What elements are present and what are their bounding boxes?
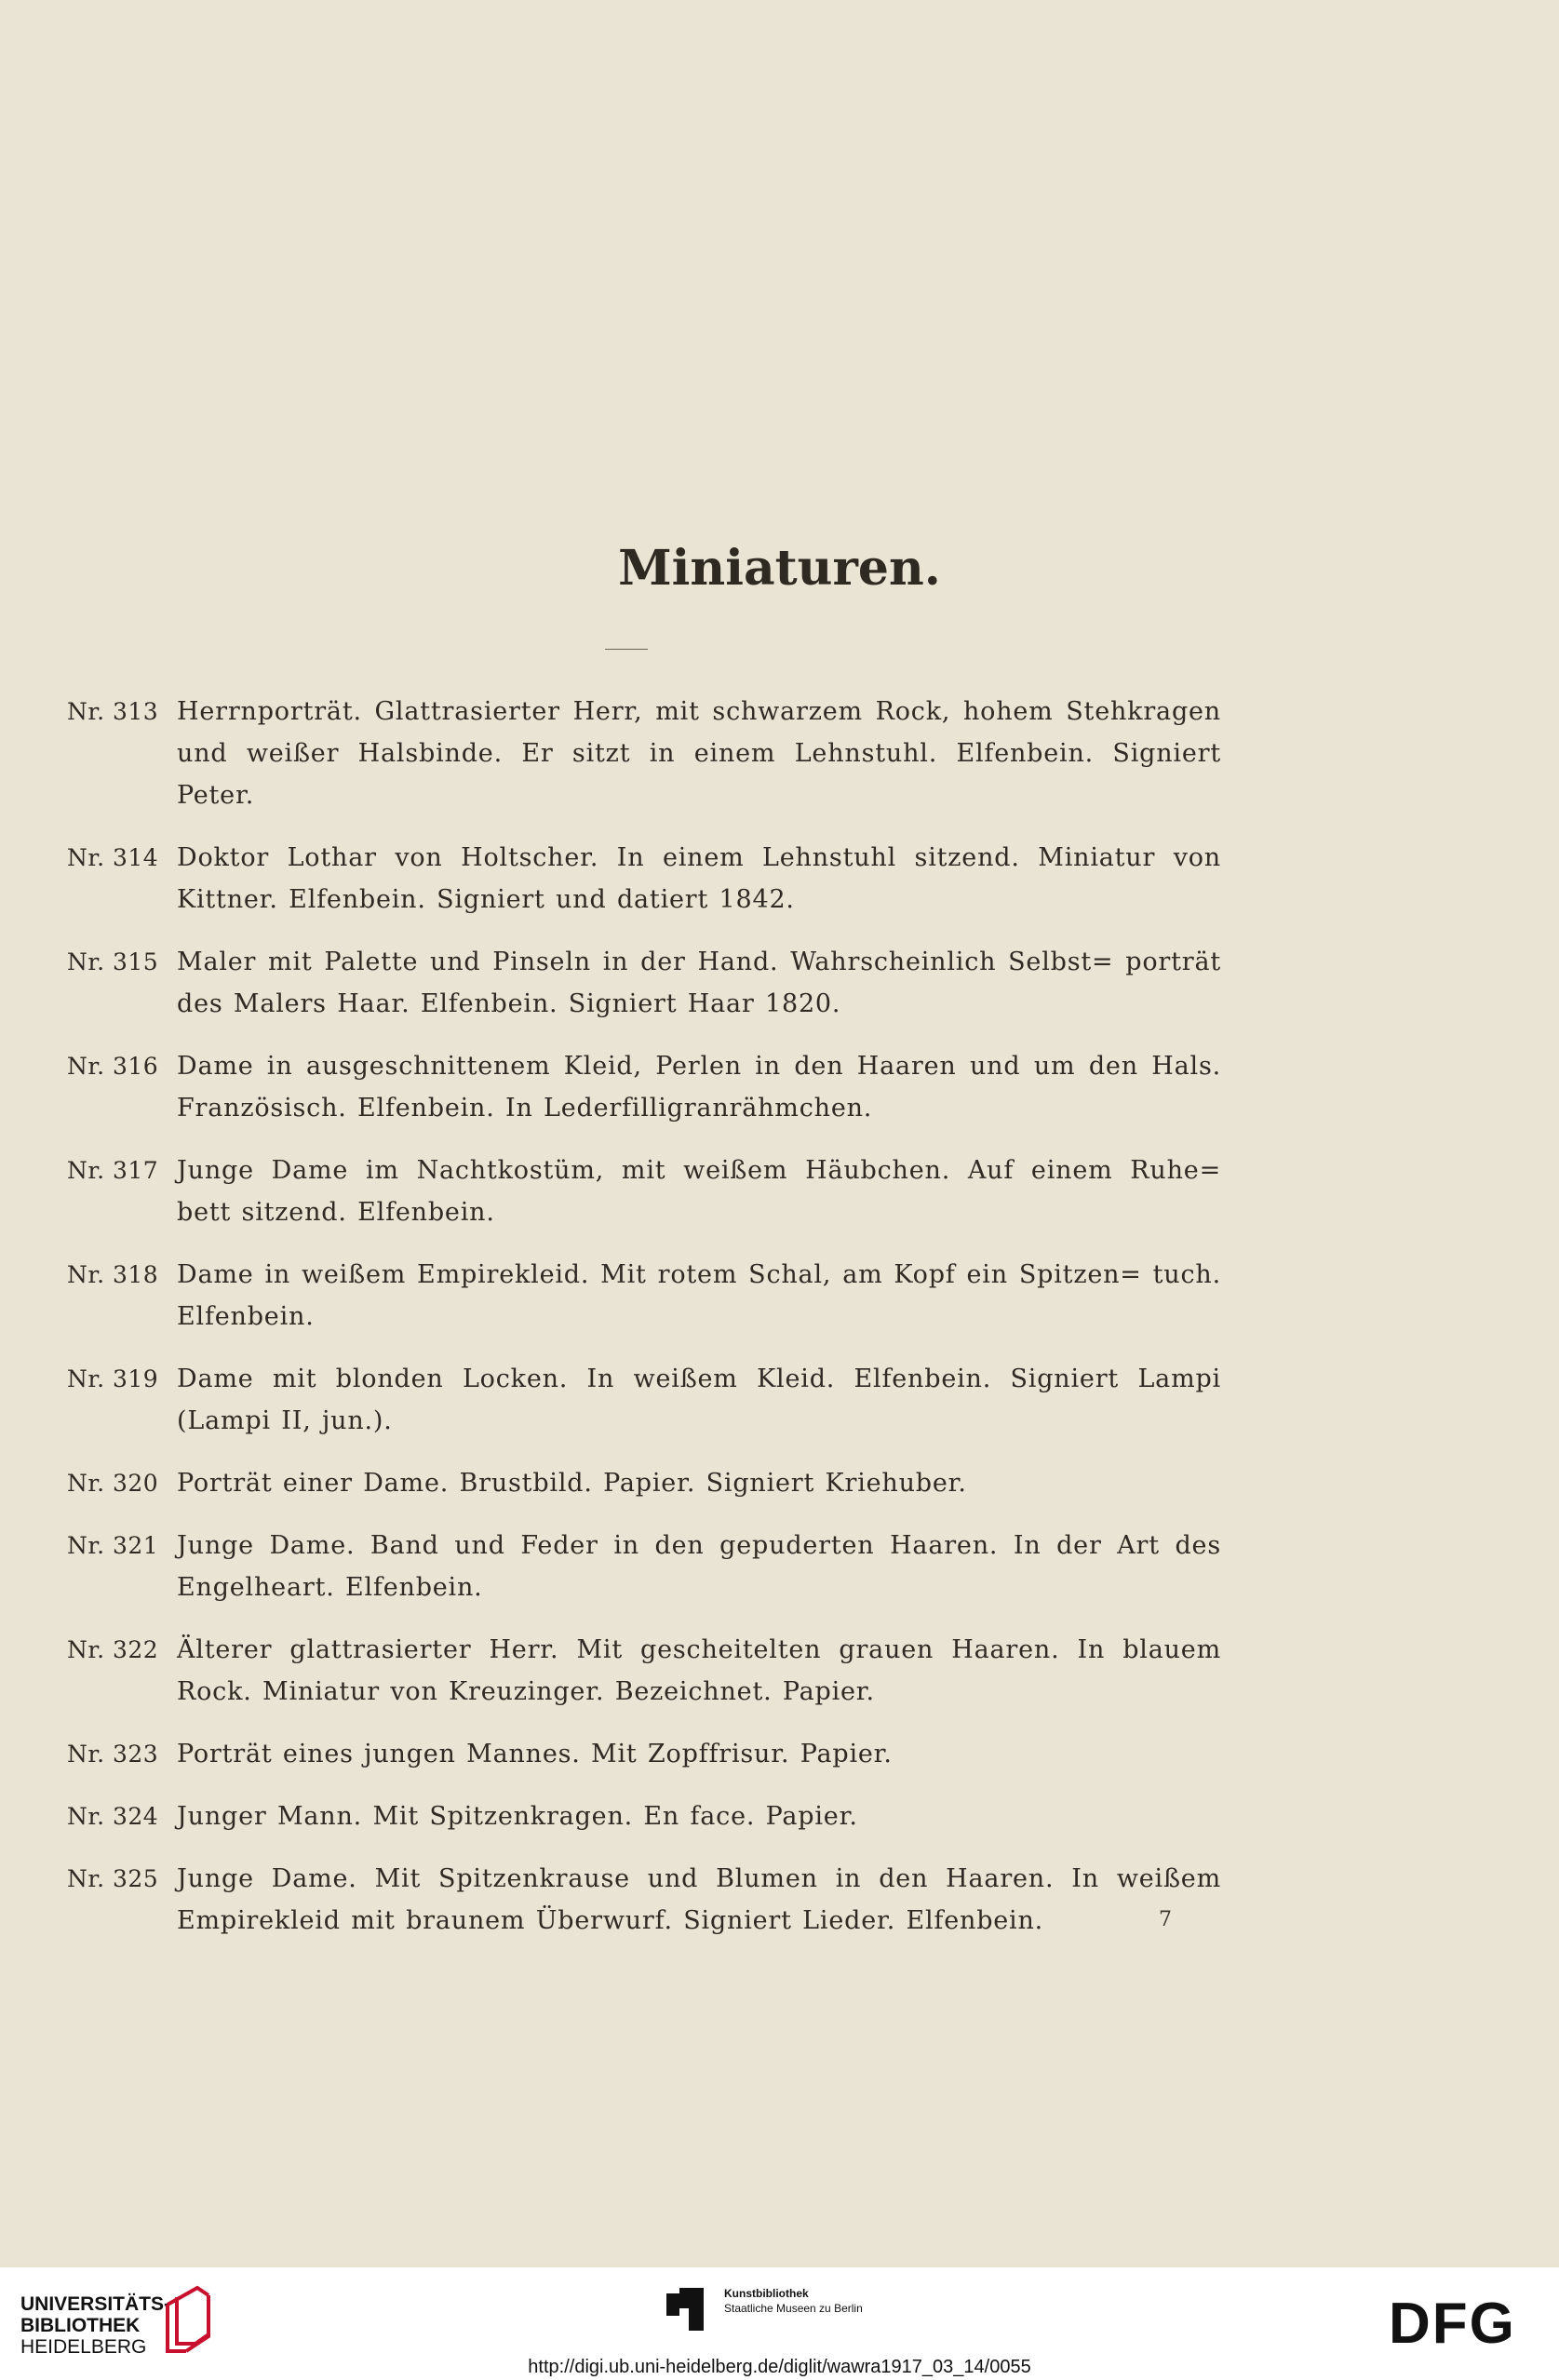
entry-text: Junger Mann. Mit Spitzenkragen. En face. Papier. [177,1802,858,1831]
entry-number: Nr. 315 [67,948,159,975]
permalink-url[interactable]: http://digi.ub.uni-heidelberg.de/diglit/wawra1917_03_14/0055 [528,2357,1031,2377]
entry-text: Älterer glattrasierter Herr. Mit gescheitelten grauen Haaren. In blauem Rock. Miniatur von Kreuzinger. Bezeichnet. Papier. [177,1635,1221,1706]
kunstbibliothek-text [724,2286,863,2316]
kb-name: Kunstbibliothek [724,2287,809,2300]
ub-emblem-icon [160,2284,216,2359]
list-item [67,1858,1221,1942]
entry-number: Nr. 323 [67,1741,159,1768]
entry-number: Nr. 319 [67,1365,159,1392]
entry-list [67,691,1221,1962]
entry-number: Nr. 320 [67,1470,159,1497]
list-item [67,1150,1221,1233]
dfg-logo[interactable]: DFG [1389,2292,1516,2356]
entry-text: Porträt einer Dame. Brustbild. Papier. Signiert Kriehuber. [177,1469,967,1498]
list-item [67,1462,1221,1504]
list-item [67,941,1221,1025]
entry-number: Nr. 318 [67,1261,159,1288]
title-divider [605,649,648,650]
logo-line: UNIVERSITÄTS- [20,2293,171,2315]
list-item [67,1525,1221,1608]
ub-heidelberg-logo[interactable] [20,2293,170,2358]
entry-number: Nr. 325 [67,1865,159,1892]
list-item [67,1795,1221,1837]
entry-text: Porträt eines jungen Mannes. Mit Zopffrisur. Papier. [177,1740,893,1768]
show-through-text [56,223,1219,335]
entry-text: Junge Dame. Mit Spitzenkrause und Blumen in den Haaren. In weißem Empirekleid mit braunem Überwurf. Signiert Lieder. Elfenbein. [177,1864,1221,1935]
list-item [67,837,1221,921]
entry-text: Junge Dame im Nachtkostüm, mit weißem Häubchen. Auf einem Ruhe= bett sitzend. Elfenbein. [177,1156,1221,1227]
logo-line: BIBLIOTHEK [20,2315,141,2336]
entry-number: Nr. 314 [67,844,159,871]
list-item [67,1629,1221,1713]
entry-number: Nr. 321 [67,1532,159,1559]
entry-number: Nr. 313 [67,698,159,725]
list-item [67,1733,1221,1775]
entry-text: Dame mit blonden Locken. In weißem Kleid. Elfenbein. Signiert Lampi (Lampi II, jun.). [177,1365,1221,1435]
list-item [67,1358,1221,1442]
list-item [67,1045,1221,1129]
page-number: 7 [1159,1908,1172,1931]
entry-number: Nr. 316 [67,1053,159,1080]
entry-text: Doktor Lothar von Holtscher. In einem Lehnstuhl sitzend. Miniatur von Kittner. Elfenbein. Signiert und datiert 1842. [177,843,1221,914]
list-item [67,1254,1221,1338]
entry-number: Nr. 317 [67,1157,159,1184]
entry-text: Dame in ausgeschnittenem Kleid, Perlen in den Haaren und um den Hals. Französisch. Elfenbein. In Lederfilligranrähmchen. [177,1052,1221,1123]
footer-bar [0,2267,1559,2380]
entry-number: Nr. 324 [67,1803,159,1830]
kunstbibliothek-logo-icon[interactable] [665,2286,711,2333]
entry-text: Junge Dame. Band und Feder in den gepuderten Haaren. In der Art des Engelheart. Elfenbein. [177,1531,1221,1602]
entry-text: Maler mit Palette und Pinseln in der Hand. Wahrscheinlich Selbst= porträt des Malers Haar. Elfenbein. Signiert Haar 1820. [177,948,1221,1018]
page-title: Miniaturen. [618,540,941,597]
entry-text: Herrnporträt. Glattrasierter Herr, mit schwarzem Rock, hohem Stehkragen und weißer Halsbinde. Er sitzt in einem Lehnstuhl. Elfenbein. Signiert Peter. [177,697,1221,810]
list-item [67,691,1221,816]
entry-text: Dame in weißem Empirekleid. Mit rotem Schal, am Kopf ein Spitzen= tuch. Elfenbein. [177,1260,1221,1331]
kb-subtitle: Staatliche Museen zu Berlin [724,2302,863,2315]
entry-number: Nr. 322 [67,1636,159,1663]
logo-line: HEIDELBERG [20,2336,147,2358]
